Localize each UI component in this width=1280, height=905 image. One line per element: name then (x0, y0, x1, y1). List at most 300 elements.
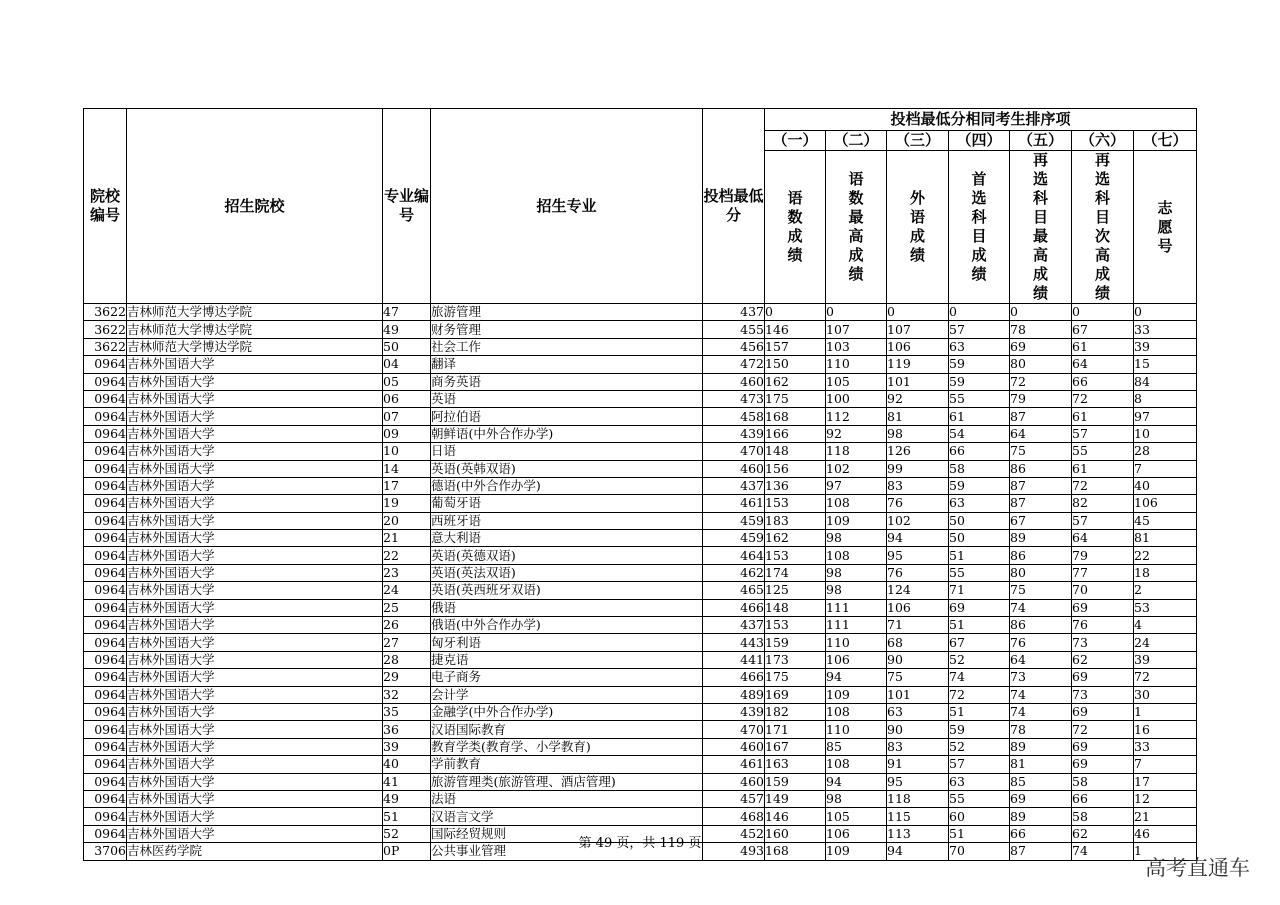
cell-sort-7: 33 (1134, 738, 1197, 755)
cell-sort-3: 75 (887, 669, 949, 686)
cell-sort-3: 115 (887, 808, 949, 825)
cell-major-code: 10 (383, 443, 431, 460)
table-row (84, 669, 1197, 686)
cell-sort-4: 57 (949, 756, 1010, 773)
cell-major-code: 19 (383, 495, 431, 512)
cell-min-score: 455 (703, 321, 765, 338)
table-row (84, 373, 1197, 390)
cell-sort-1: 174 (765, 564, 826, 581)
cell-school-code: 0964 (84, 547, 127, 564)
cell-school-name: 吉林外国语大学 (127, 373, 383, 390)
header-sort-group: 投档最低分相同考生排序项 (765, 109, 1197, 131)
cell-min-score: 459 (703, 512, 765, 529)
cell-sort-5: 76 (1010, 634, 1072, 651)
cell-sort-5: 89 (1010, 530, 1072, 547)
cell-sort-4: 51 (949, 617, 1010, 634)
cell-school-name: 吉林外国语大学 (127, 738, 383, 755)
cell-sort-6: 58 (1072, 773, 1134, 790)
cell-sort-1: 157 (765, 338, 826, 355)
cell-sort-5: 79 (1010, 390, 1072, 407)
table-row (84, 425, 1197, 442)
cell-sort-7: 72 (1134, 669, 1197, 686)
cell-sort-2: 106 (826, 651, 887, 668)
cell-major-name: 匈牙利语 (431, 634, 703, 651)
table-row (84, 756, 1197, 773)
cell-sort-2: 98 (826, 790, 887, 807)
cell-school-code: 0964 (84, 495, 127, 512)
cell-sort-6: 61 (1072, 408, 1134, 425)
cell-school-name: 吉林外国语大学 (127, 356, 383, 373)
cell-sort-6: 73 (1072, 686, 1134, 703)
sort-item-number: （五） (1010, 131, 1072, 151)
cell-sort-6: 69 (1072, 756, 1134, 773)
cell-sort-7: 24 (1134, 634, 1197, 651)
cell-sort-4: 50 (949, 530, 1010, 547)
cell-sort-1: 160 (765, 825, 826, 842)
cell-sort-3: 98 (887, 425, 949, 442)
cell-major-code: 41 (383, 773, 431, 790)
cell-sort-2: 111 (826, 617, 887, 634)
cell-min-score: 460 (703, 373, 765, 390)
cell-sort-1: 175 (765, 669, 826, 686)
cell-sort-2: 106 (826, 825, 887, 842)
cell-sort-7: 1 (1134, 843, 1197, 860)
cell-sort-4: 59 (949, 356, 1010, 373)
cell-sort-1: 183 (765, 512, 826, 529)
cell-sort-4: 71 (949, 582, 1010, 599)
cell-sort-2: 111 (826, 599, 887, 616)
cell-sort-2: 98 (826, 530, 887, 547)
cell-major-code: 28 (383, 651, 431, 668)
cell-sort-7: 2 (1134, 582, 1197, 599)
cell-sort-7: 7 (1134, 460, 1197, 477)
cell-major-code: 51 (383, 808, 431, 825)
cell-sort-7: 17 (1134, 773, 1197, 790)
cell-major-code: 06 (383, 390, 431, 407)
cell-school-name: 吉林外国语大学 (127, 530, 383, 547)
cell-sort-3: 71 (887, 617, 949, 634)
sort-item-number: （三） (887, 131, 949, 151)
cell-sort-7: 84 (1134, 373, 1197, 390)
cell-school-code: 0964 (84, 373, 127, 390)
cell-sort-5: 87 (1010, 408, 1072, 425)
table-row (84, 808, 1197, 825)
cell-major-name: 汉语国际教育 (431, 721, 703, 738)
cell-school-name: 吉林外国语大学 (127, 617, 383, 634)
table-row (84, 495, 1197, 512)
header-major-code: 专业编号 (383, 109, 431, 304)
cell-sort-1: 125 (765, 582, 826, 599)
sort-item-label: 语数成绩 (765, 151, 826, 304)
cell-sort-1: 167 (765, 738, 826, 755)
cell-sort-5: 69 (1010, 790, 1072, 807)
cell-sort-4: 54 (949, 425, 1010, 442)
cell-sort-2: 112 (826, 408, 887, 425)
cell-sort-4: 66 (949, 443, 1010, 460)
cell-sort-5: 74 (1010, 703, 1072, 720)
cell-min-score: 470 (703, 721, 765, 738)
cell-min-score: 465 (703, 582, 765, 599)
cell-sort-2: 98 (826, 564, 887, 581)
cell-sort-1: 168 (765, 408, 826, 425)
cell-sort-3: 95 (887, 547, 949, 564)
cell-sort-7: 15 (1134, 356, 1197, 373)
cell-sort-2: 108 (826, 703, 887, 720)
cell-sort-1: 163 (765, 756, 826, 773)
sort-item-number: （二） (826, 131, 887, 151)
cell-sort-6: 62 (1072, 825, 1134, 842)
cell-sort-5: 74 (1010, 599, 1072, 616)
cell-sort-4: 55 (949, 790, 1010, 807)
cell-sort-7: 45 (1134, 512, 1197, 529)
cell-sort-3: 83 (887, 477, 949, 494)
cell-sort-1: 168 (765, 843, 826, 860)
cell-sort-4: 63 (949, 495, 1010, 512)
cell-sort-6: 72 (1072, 477, 1134, 494)
cell-sort-4: 61 (949, 408, 1010, 425)
cell-major-name: 旅游管理类(旅游管理、酒店管理) (431, 773, 703, 790)
cell-sort-5: 89 (1010, 738, 1072, 755)
cell-sort-5: 87 (1010, 843, 1072, 860)
cell-sort-3: 102 (887, 512, 949, 529)
cell-major-code: 40 (383, 756, 431, 773)
cell-school-code: 0964 (84, 634, 127, 651)
cell-sort-4: 59 (949, 721, 1010, 738)
table-row (84, 686, 1197, 703)
cell-sort-5: 81 (1010, 756, 1072, 773)
cell-major-code: 07 (383, 408, 431, 425)
cell-sort-4: 70 (949, 843, 1010, 860)
cell-sort-3: 113 (887, 825, 949, 842)
cell-sort-3: 0 (887, 304, 949, 321)
cell-major-name: 英语 (431, 390, 703, 407)
cell-school-name: 吉林外国语大学 (127, 599, 383, 616)
cell-major-code: 17 (383, 477, 431, 494)
table-row (84, 634, 1197, 651)
cell-major-name: 英语(英韩双语) (431, 460, 703, 477)
cell-min-score: 441 (703, 651, 765, 668)
cell-min-score: 460 (703, 773, 765, 790)
cell-major-name: 电子商务 (431, 669, 703, 686)
cell-major-name: 捷克语 (431, 651, 703, 668)
cell-school-name: 吉林外国语大学 (127, 408, 383, 425)
cell-sort-5: 64 (1010, 425, 1072, 442)
cell-min-score: 437 (703, 617, 765, 634)
cell-sort-5: 86 (1010, 617, 1072, 634)
cell-sort-4: 51 (949, 547, 1010, 564)
cell-sort-7: 39 (1134, 338, 1197, 355)
cell-sort-7: 22 (1134, 547, 1197, 564)
cell-major-code: 27 (383, 634, 431, 651)
cell-sort-3: 124 (887, 582, 949, 599)
cell-min-score: 489 (703, 686, 765, 703)
cell-min-score: 439 (703, 703, 765, 720)
table-row (84, 512, 1197, 529)
cell-major-code: 24 (383, 582, 431, 599)
cell-major-name: 俄语 (431, 599, 703, 616)
cell-sort-3: 107 (887, 321, 949, 338)
cell-sort-6: 69 (1072, 703, 1134, 720)
cell-sort-7: 1 (1134, 703, 1197, 720)
cell-major-code: 20 (383, 512, 431, 529)
cell-sort-4: 58 (949, 460, 1010, 477)
cell-sort-6: 64 (1072, 356, 1134, 373)
cell-sort-6: 72 (1072, 390, 1134, 407)
cell-major-code: 21 (383, 530, 431, 547)
cell-sort-2: 108 (826, 756, 887, 773)
cell-sort-2: 97 (826, 477, 887, 494)
cell-school-name: 吉林外国语大学 (127, 443, 383, 460)
table-row (84, 651, 1197, 668)
cell-sort-1: 173 (765, 651, 826, 668)
cell-major-name: 日语 (431, 443, 703, 460)
table-row (84, 599, 1197, 616)
cell-sort-2: 108 (826, 495, 887, 512)
cell-min-score: 466 (703, 669, 765, 686)
sort-item-label: 首选科目成绩 (949, 151, 1010, 304)
cell-sort-2: 118 (826, 443, 887, 460)
cell-sort-5: 86 (1010, 547, 1072, 564)
cell-school-name: 吉林师范大学博达学院 (127, 338, 383, 355)
cell-sort-3: 94 (887, 843, 949, 860)
cell-school-name: 吉林外国语大学 (127, 756, 383, 773)
cell-sort-4: 51 (949, 825, 1010, 842)
cell-min-score: 473 (703, 390, 765, 407)
cell-school-code: 0964 (84, 669, 127, 686)
cell-school-name: 吉林师范大学博达学院 (127, 304, 383, 321)
table-row (84, 738, 1197, 755)
cell-school-code: 0964 (84, 460, 127, 477)
cell-sort-7: 12 (1134, 790, 1197, 807)
cell-school-name: 吉林外国语大学 (127, 512, 383, 529)
cell-sort-7: 46 (1134, 825, 1197, 842)
cell-school-code: 0964 (84, 686, 127, 703)
table-row (84, 390, 1197, 407)
sort-item-label: 再选科目最高成绩 (1010, 151, 1072, 304)
cell-sort-4: 0 (949, 304, 1010, 321)
cell-sort-6: 58 (1072, 808, 1134, 825)
table-row (84, 408, 1197, 425)
cell-sort-5: 64 (1010, 651, 1072, 668)
cell-sort-5: 89 (1010, 808, 1072, 825)
cell-min-score: 493 (703, 843, 765, 860)
cell-major-name: 旅游管理 (431, 304, 703, 321)
cell-sort-2: 94 (826, 773, 887, 790)
cell-sort-7: 39 (1134, 651, 1197, 668)
cell-major-name: 葡萄牙语 (431, 495, 703, 512)
cell-major-name: 社会工作 (431, 338, 703, 355)
cell-sort-1: 148 (765, 443, 826, 460)
cell-school-code: 3622 (84, 321, 127, 338)
cell-school-code: 0964 (84, 564, 127, 581)
cell-sort-4: 67 (949, 634, 1010, 651)
cell-sort-2: 105 (826, 808, 887, 825)
cell-sort-4: 72 (949, 686, 1010, 703)
cell-sort-3: 90 (887, 651, 949, 668)
cell-sort-6: 55 (1072, 443, 1134, 460)
cell-sort-7: 28 (1134, 443, 1197, 460)
cell-sort-2: 110 (826, 721, 887, 738)
cell-sort-3: 101 (887, 686, 949, 703)
cell-sort-1: 169 (765, 686, 826, 703)
table-row (84, 703, 1197, 720)
cell-sort-4: 52 (949, 738, 1010, 755)
cell-sort-6: 67 (1072, 321, 1134, 338)
cell-min-score: 443 (703, 634, 765, 651)
cell-sort-2: 94 (826, 669, 887, 686)
cell-min-score: 457 (703, 790, 765, 807)
table-row (84, 338, 1197, 355)
watermark: 高考直通车 (1145, 856, 1250, 880)
cell-sort-6: 82 (1072, 495, 1134, 512)
cell-major-code: 26 (383, 617, 431, 634)
cell-sort-5: 80 (1010, 356, 1072, 373)
cell-sort-5: 80 (1010, 564, 1072, 581)
cell-sort-6: 61 (1072, 338, 1134, 355)
cell-sort-1: 156 (765, 460, 826, 477)
cell-school-code: 0964 (84, 808, 127, 825)
table-row (84, 582, 1197, 599)
cell-major-code: 36 (383, 721, 431, 738)
cell-sort-6: 73 (1072, 634, 1134, 651)
table-row (84, 321, 1197, 338)
cell-sort-1: 146 (765, 808, 826, 825)
cell-sort-7: 106 (1134, 495, 1197, 512)
table-row (84, 460, 1197, 477)
cell-school-name: 吉林医药学院 (127, 843, 383, 860)
cell-sort-6: 69 (1072, 599, 1134, 616)
table-row (84, 773, 1197, 790)
cell-sort-6: 62 (1072, 651, 1134, 668)
cell-sort-5: 74 (1010, 686, 1072, 703)
cell-major-code: 09 (383, 425, 431, 442)
cell-school-name: 吉林外国语大学 (127, 547, 383, 564)
cell-school-code: 0964 (84, 512, 127, 529)
admission-table (83, 108, 1197, 861)
cell-major-name: 翻译 (431, 356, 703, 373)
table-row (84, 617, 1197, 634)
table-row (84, 356, 1197, 373)
cell-major-code: 25 (383, 599, 431, 616)
cell-major-code: 39 (383, 738, 431, 755)
table-row (84, 530, 1197, 547)
cell-sort-5: 78 (1010, 321, 1072, 338)
cell-sort-2: 107 (826, 321, 887, 338)
cell-sort-6: 69 (1072, 669, 1134, 686)
cell-sort-7: 53 (1134, 599, 1197, 616)
cell-school-code: 0964 (84, 756, 127, 773)
cell-sort-3: 126 (887, 443, 949, 460)
cell-major-code: 52 (383, 825, 431, 842)
cell-school-name: 吉林外国语大学 (127, 390, 383, 407)
cell-school-name: 吉林外国语大学 (127, 773, 383, 790)
cell-major-code: 23 (383, 564, 431, 581)
cell-sort-7: 18 (1134, 564, 1197, 581)
sort-item-number: （一） (765, 131, 826, 151)
cell-min-score: 458 (703, 408, 765, 425)
cell-sort-6: 70 (1072, 582, 1134, 599)
cell-min-score: 456 (703, 338, 765, 355)
cell-sort-2: 0 (826, 304, 887, 321)
cell-major-name: 德语(中外合作办学) (431, 477, 703, 494)
cell-sort-7: 81 (1134, 530, 1197, 547)
cell-sort-4: 52 (949, 651, 1010, 668)
cell-major-code: 47 (383, 304, 431, 321)
cell-sort-1: 159 (765, 773, 826, 790)
cell-school-name: 吉林外国语大学 (127, 669, 383, 686)
cell-school-name: 吉林外国语大学 (127, 651, 383, 668)
sort-item-label: 志愿号 (1134, 151, 1197, 304)
cell-sort-1: 153 (765, 495, 826, 512)
cell-min-score: 472 (703, 356, 765, 373)
sort-item-label: 语数最高成绩 (826, 151, 887, 304)
cell-sort-4: 51 (949, 703, 1010, 720)
cell-major-name: 汉语言文学 (431, 808, 703, 825)
cell-sort-3: 81 (887, 408, 949, 425)
cell-sort-3: 119 (887, 356, 949, 373)
cell-sort-6: 74 (1072, 843, 1134, 860)
cell-major-name: 阿拉伯语 (431, 408, 703, 425)
cell-sort-5: 75 (1010, 582, 1072, 599)
cell-sort-1: 149 (765, 790, 826, 807)
cell-sort-4: 55 (949, 390, 1010, 407)
cell-sort-5: 85 (1010, 773, 1072, 790)
cell-sort-3: 99 (887, 460, 949, 477)
cell-school-code: 0964 (84, 425, 127, 442)
cell-sort-7: 40 (1134, 477, 1197, 494)
cell-sort-1: 153 (765, 547, 826, 564)
cell-school-name: 吉林外国语大学 (127, 477, 383, 494)
cell-sort-7: 7 (1134, 756, 1197, 773)
sort-item-number: （六） (1072, 131, 1134, 151)
cell-sort-7: 97 (1134, 408, 1197, 425)
cell-school-code: 3622 (84, 304, 127, 321)
cell-major-name: 金融学(中外合作办学) (431, 703, 703, 720)
cell-sort-7: 10 (1134, 425, 1197, 442)
cell-major-code: 35 (383, 703, 431, 720)
cell-school-code: 0964 (84, 477, 127, 494)
cell-sort-7: 33 (1134, 321, 1197, 338)
cell-sort-6: 77 (1072, 564, 1134, 581)
cell-school-name: 吉林外国语大学 (127, 460, 383, 477)
cell-major-name: 西班牙语 (431, 512, 703, 529)
cell-school-name: 吉林外国语大学 (127, 634, 383, 651)
cell-sort-1: 150 (765, 356, 826, 373)
cell-school-name: 吉林外国语大学 (127, 495, 383, 512)
cell-sort-3: 101 (887, 373, 949, 390)
cell-school-code: 0964 (84, 599, 127, 616)
cell-sort-5: 86 (1010, 460, 1072, 477)
cell-major-name: 学前教育 (431, 756, 703, 773)
cell-sort-4: 69 (949, 599, 1010, 616)
sort-item-label: 再选科目次高成绩 (1072, 151, 1134, 304)
cell-major-name: 公共事业管理 (431, 843, 703, 860)
cell-sort-6: 66 (1072, 373, 1134, 390)
cell-sort-4: 50 (949, 512, 1010, 529)
cell-sort-6: 61 (1072, 460, 1134, 477)
cell-sort-1: 136 (765, 477, 826, 494)
cell-min-score: 460 (703, 738, 765, 755)
cell-school-name: 吉林外国语大学 (127, 425, 383, 442)
cell-sort-3: 76 (887, 495, 949, 512)
cell-school-code: 0964 (84, 530, 127, 547)
cell-major-code: 14 (383, 460, 431, 477)
cell-sort-2: 98 (826, 582, 887, 599)
cell-min-score: 459 (703, 530, 765, 547)
cell-sort-3: 63 (887, 703, 949, 720)
cell-sort-3: 106 (887, 338, 949, 355)
cell-school-name: 吉林外国语大学 (127, 790, 383, 807)
